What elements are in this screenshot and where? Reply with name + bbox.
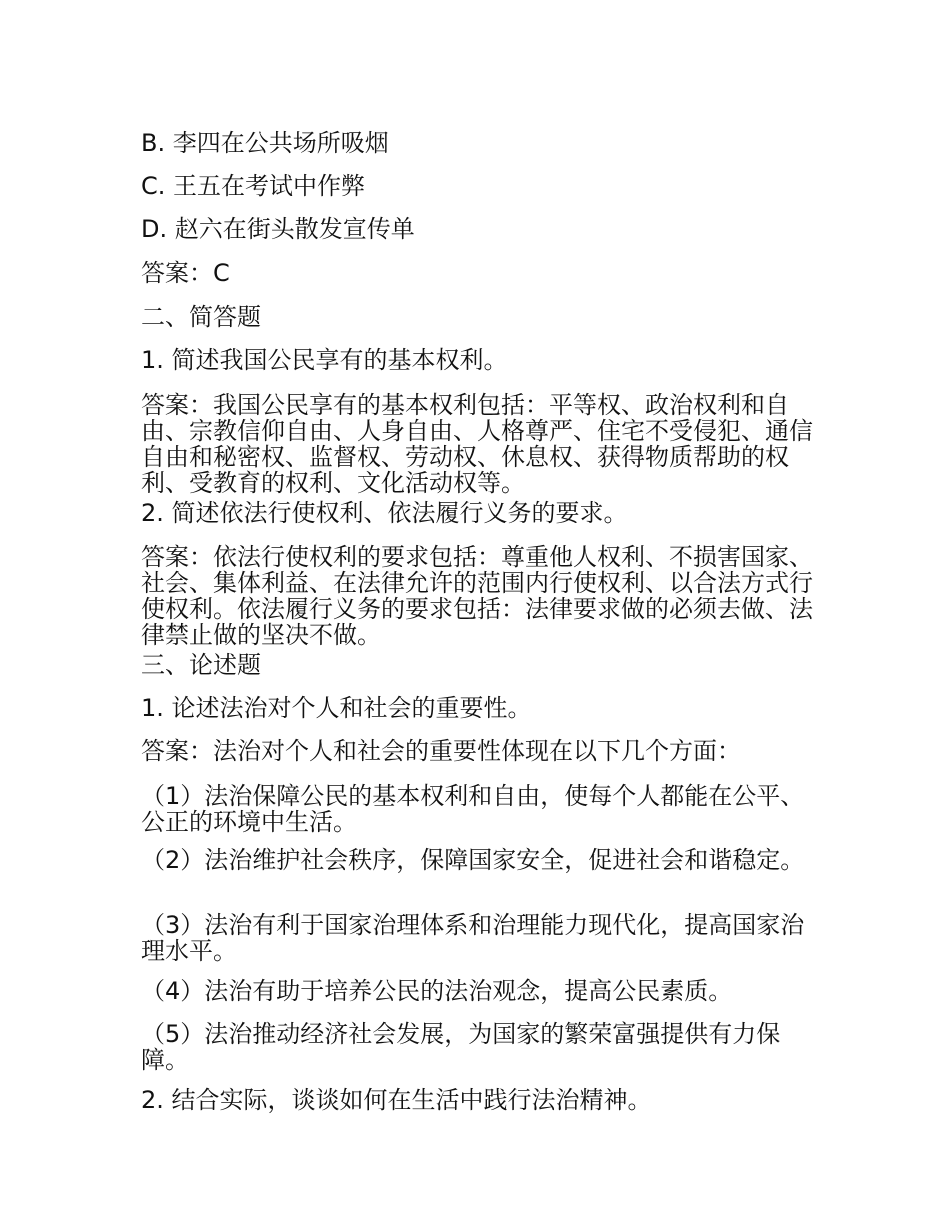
section-heading-essay: 三、论述题 (141, 651, 261, 679)
question-2-rights-duties: 2. 简述依法行使权利、依法履行义务的要求。 (141, 499, 628, 527)
answer-1-intro: 答案：法治对个人和社会的重要性体现在以下几个方面： (141, 737, 741, 765)
answer-point-1: （1）法治保障公民的基本权利和自由，使每个人都能在公平、公正的环境中生活。 (141, 782, 805, 836)
answer-point-5: （5）法治推动经济社会发展，为国家的繁荣富强提供有力保障。 (141, 1020, 781, 1074)
answer-point-4: （4）法治有助于培养公民的法治观念，提高公民素质。 (141, 977, 733, 1005)
answer-mc: 答案：C (141, 259, 230, 287)
choice-d: D. 赵六在街头散发宣传单 (141, 215, 415, 243)
section-heading-short-answer: 二、简答题 (141, 303, 261, 331)
question-2-practice: 2. 结合实际，谈谈如何在生活中践行法治精神。 (141, 1086, 652, 1114)
answer-point-3: （3）法治有利于国家治理体系和治理能力现代化，提高国家治理水平。 (141, 911, 805, 965)
choice-c: C. 王五在考试中作弊 (141, 172, 366, 200)
answer-point-2: （2）法治维护社会秩序，保障国家安全，促进社会和谐稳定。 (141, 846, 805, 874)
answer-2-rights-duties: 答案：依法行使权利的要求包括：尊重他人权利、不损害国家、社会、集体利益、在法律允许的范围内行使权利、以合法方式行使权利。依法履行义务的要求包括：法律要求做的必须去做、法律禁止做的坚决不做。 (141, 543, 813, 649)
question-1-basic-rights: 1. 简述我国公民享有的基本权利。 (141, 346, 508, 374)
choice-b: B. 李四在公共场所吸烟 (141, 129, 389, 157)
answer-1-basic-rights: 答案：我国公民享有的基本权利包括：平等权、政治权利和自由、宗教信仰自由、人身自由、人格尊严、住宅不受侵犯、通信自由和秘密权、监督权、劳动权、休息权、获得物质帮助的权利、受教育的权利、文化活动权等。 (141, 391, 813, 497)
question-1-rule-of-law: 1. 论述法治对个人和社会的重要性。 (141, 694, 532, 722)
